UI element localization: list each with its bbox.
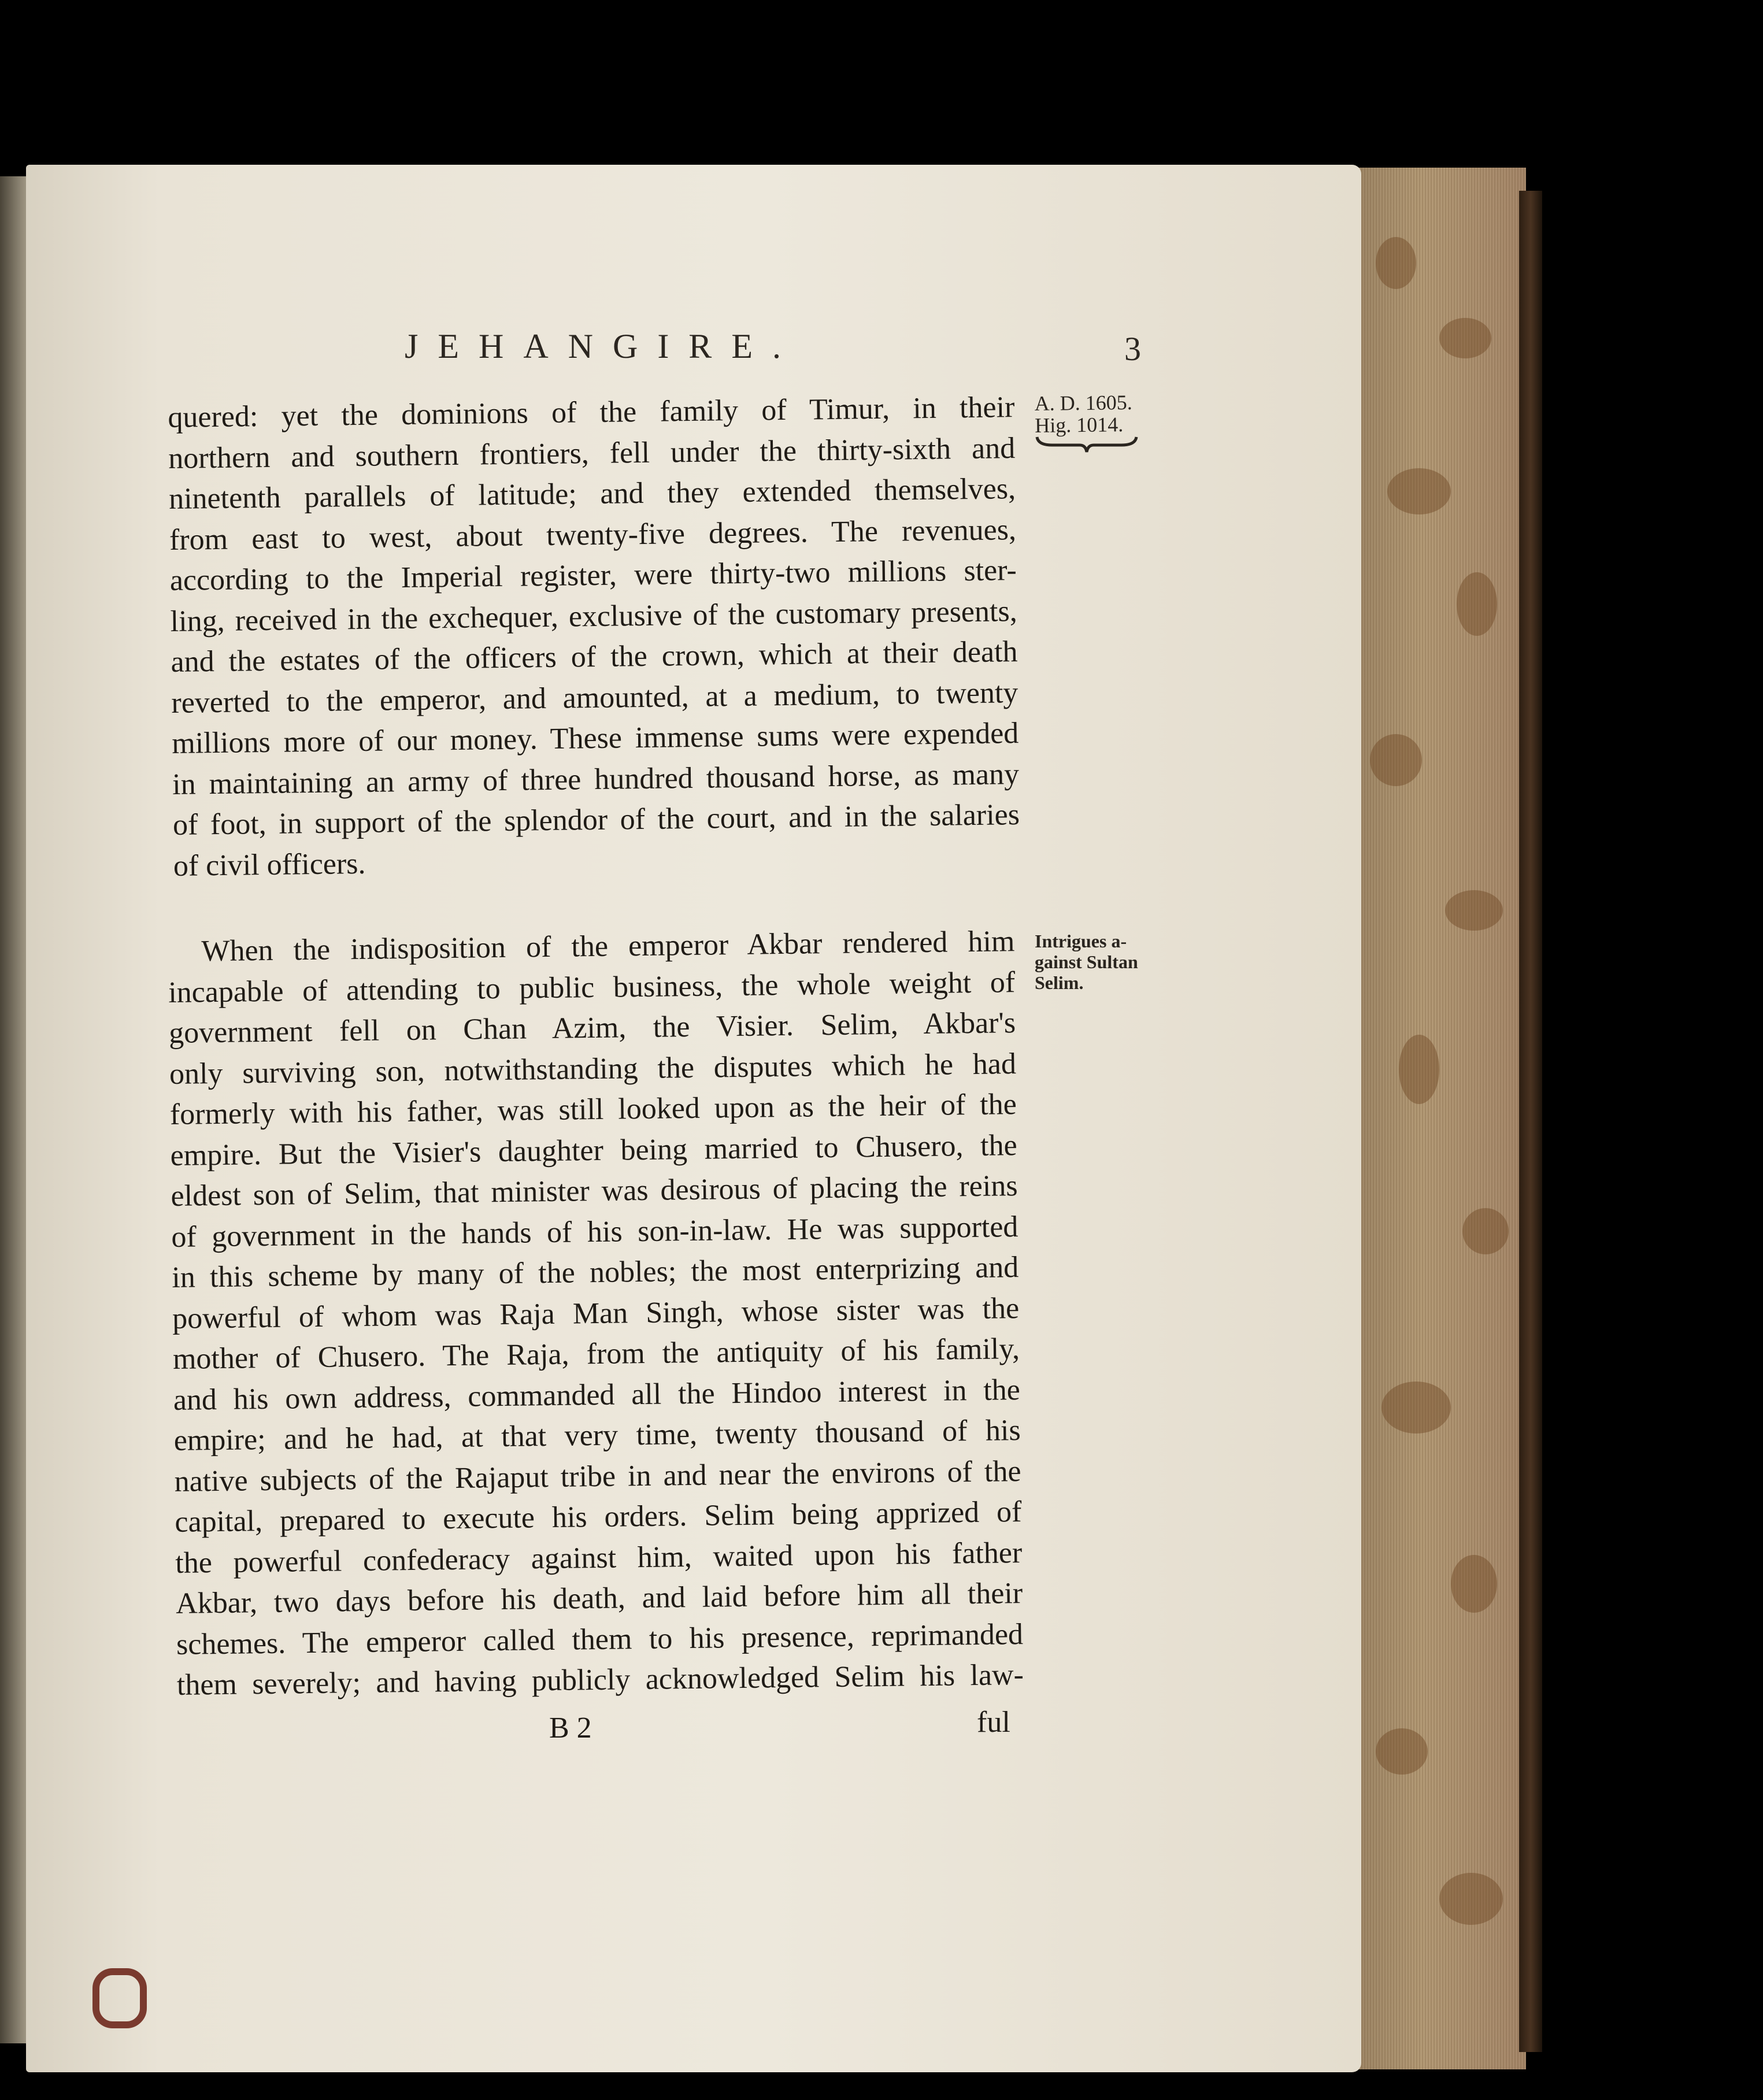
- text-line: native subjects of the Rajaput tribe in and near the environs of the: [174, 1454, 1021, 1498]
- text-line: capital, prepared to execute his orders. Selim being apprized of: [175, 1495, 1022, 1539]
- text-line: quered: yet the dominions of the family of Timur, in their: [168, 391, 1015, 434]
- text-line: formerly with his father, was still looked upon as the heir of the: [169, 1088, 1017, 1131]
- date-hijri: Hig. 1014.: [1034, 413, 1124, 438]
- text-line: northern and southern frontiers, fell under the thirty-sixth and: [168, 431, 1016, 475]
- text-line: empire. But the Visier's daughter being married to Chusero, the: [170, 1128, 1017, 1172]
- margin-note-date: [1035, 391, 1133, 436]
- text-line: empire; and he had, at that very time, twenty thousand of his: [173, 1414, 1021, 1457]
- text-line: of civil officers.: [173, 847, 366, 883]
- text-line: powerful of whom was Raja Man Singh, whose sister was the: [172, 1291, 1020, 1335]
- text-line: reverted to the emperor, and amounted, at a medium, to twenty: [171, 676, 1018, 720]
- text-line: Akbar, two days before his death, and laid before him all their: [175, 1577, 1023, 1620]
- text-line: only surviving son, notwithstanding the disputes which he had: [169, 1047, 1017, 1091]
- brace-icon: [1035, 432, 1139, 455]
- text-line: ling, received in the exchequer, exclusive of the customary presents,: [170, 594, 1017, 638]
- page-number: 3: [1124, 330, 1141, 368]
- text-line: according to the Imperial register, were thirty-two millions ster-: [169, 554, 1017, 597]
- paragraph-revenues: [168, 387, 1020, 887]
- text-line: in maintaining an army of three hundred thousand horse, as many: [172, 757, 1020, 801]
- text-line: government fell on Chan Azim, the Visier. Selim, Akbar's: [168, 1006, 1016, 1050]
- text-line: ninetenth parallels of latitude; and they extended themselves,: [168, 472, 1016, 516]
- text-line: of government in the hands of his son-in-law. He was supported: [171, 1210, 1018, 1254]
- text-line: them severely; and having publicly acknowledged Selim his law-: [176, 1658, 1024, 1702]
- text-line: and his own address, commanded all the Hindoo interest in the: [173, 1373, 1021, 1417]
- text-line: and the estates of the officers of the crown, which at their death: [171, 635, 1018, 679]
- text-line: from east to west, about twenty-five degrees. The revenues,: [169, 513, 1017, 557]
- text-line: schemes. The emperor called them to his presence, reprimanded: [176, 1617, 1024, 1661]
- book-spine: [1519, 191, 1542, 2052]
- show-through-text: [301, 353, 327, 392]
- signature-mark: B 2: [549, 1712, 592, 1745]
- paragraph-intrigues: [168, 921, 1024, 1706]
- running-title: JEHANGIRE.: [405, 327, 801, 365]
- date-ad: A. D. 1605.: [1034, 390, 1133, 416]
- text-line: incapable of attending to public business, the whole weight of: [168, 965, 1016, 1009]
- catchword: ful: [977, 1706, 1010, 1739]
- text-line: mother of Chusero. The Raja, from the antiquity of his family,: [172, 1332, 1020, 1376]
- text-line: in this scheme by many of the nobles; the most enterprizing and: [171, 1251, 1019, 1294]
- text-line: the powerful confederacy against him, waited upon his father: [175, 1536, 1023, 1580]
- text-line: When the indisposition of the emperor Akbar rendered him: [201, 925, 1015, 968]
- text-line: eldest son of Selim, that minister was desirous of placing the reins: [171, 1169, 1018, 1213]
- text-line: millions more of our money. These immense sums were expended: [171, 717, 1019, 760]
- page-edges: [1353, 168, 1526, 2069]
- bookmark-ribbon: [92, 1968, 147, 2028]
- text-line: of foot, in support of the splendor of the court, and in the salaries: [172, 798, 1020, 842]
- margin-note-intrigues: Intrigues a- gainst Sultan Selim.: [1035, 931, 1138, 993]
